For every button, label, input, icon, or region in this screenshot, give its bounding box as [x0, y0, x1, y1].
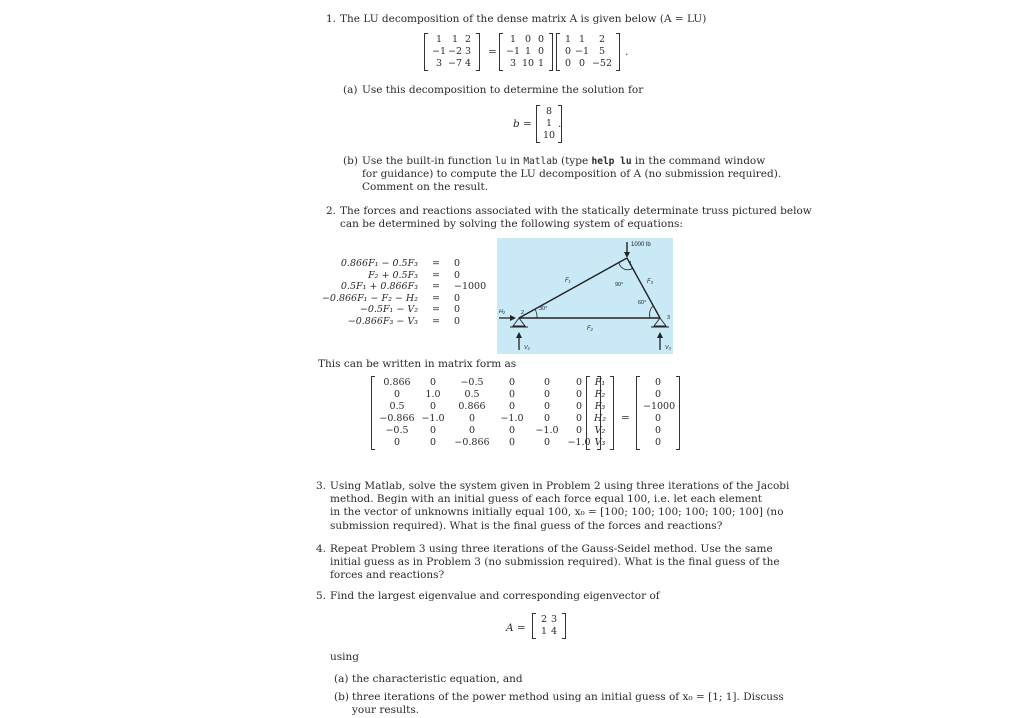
coefficient-matrix-cell: 0	[543, 401, 551, 412]
h2-label: H₂	[499, 309, 506, 315]
matrix-l-cell: 1	[524, 46, 532, 57]
matrix-l-cell: 0	[537, 46, 545, 57]
matrix-l-cell: 1	[537, 58, 545, 69]
eigen-matrix-cell: 4	[550, 626, 558, 637]
matrix-a-cell: −1	[431, 46, 446, 57]
f1-label: F₁	[565, 278, 571, 284]
matrix-l-cell: 0	[524, 34, 532, 45]
matrix-u-cell: −1	[574, 46, 589, 57]
problem-5-statement: Find the largest eigenvalue and corresponding eigenvector of	[330, 590, 660, 602]
coefficient-matrix-cell: 0	[393, 437, 401, 448]
node-2-label: 2	[521, 310, 525, 316]
problem-1-number: 1.	[326, 13, 337, 25]
part-b-line-3: Comment on the result.	[362, 181, 489, 193]
rhs-vector-cell: 0	[654, 389, 662, 400]
equation-lhs: −0.866F₃ − V₃	[347, 316, 418, 327]
coefficient-matrix-cell: −0.5	[385, 425, 409, 436]
paragraph-line: Repeat Problem 3 using three iterations of the Gauss-Seidel method. Use the same	[330, 543, 773, 555]
matrix-u-cell: 2	[598, 34, 606, 45]
matrix-a-cell: 3	[435, 58, 443, 69]
paragraph-line: Using Matlab, solve the system given in Problem 2 using three iterations of the Jacobi	[330, 480, 790, 492]
equation-lhs: 0.5F₁ + 0.866F₃	[340, 281, 418, 293]
equation-rhs: 0	[454, 258, 461, 269]
eigen-matrix-cell: 2	[540, 614, 548, 625]
coefficient-matrix-cell: 0	[508, 401, 516, 412]
matrix-l	[499, 33, 553, 71]
rhs-vector-cell: 0	[654, 377, 662, 388]
b-vector-name: b =	[513, 118, 532, 130]
v2-label: V₂	[524, 345, 530, 351]
matrix-u	[556, 33, 620, 71]
using-label: using	[330, 651, 359, 663]
matrix-l-cell: 0	[537, 34, 545, 45]
paragraph-line: in the vector of unknowns initially equal 100, x₀ = [100; 100; 100; 100; 100; 100] (no	[330, 506, 784, 519]
rhs-vector-cell: −1000	[643, 401, 676, 412]
angle-90-label: 90°	[615, 282, 624, 288]
problem-2-line-1: The forces and reactions associated with the statically determinate truss pictured below	[340, 205, 812, 217]
equation-rhs: −1000	[454, 281, 487, 293]
unknown-vector-cell: H₂	[593, 413, 607, 424]
part-b-label: (b)	[343, 155, 358, 167]
coefficient-matrix-cell: −0.866	[379, 413, 415, 424]
equation-rhs: 0	[454, 304, 461, 316]
part-b-line-2: for guidance) to compute the LU decomposition of A (no submission required).	[362, 168, 782, 180]
matrix-a-cell: 1	[435, 34, 443, 45]
coefficient-matrix-cell: 0	[508, 437, 516, 448]
equation-row	[310, 258, 504, 269]
equation-lhs: F₂ + 0.5F₃	[368, 269, 418, 281]
matrix-u-cell: 5	[598, 46, 606, 57]
equals-sign: =	[621, 412, 630, 424]
coefficient-matrix-cell: 0	[468, 413, 476, 424]
part-a-text: Use this decomposition to determine the solution for	[362, 84, 644, 96]
coefficient-matrix	[371, 376, 601, 450]
matrix-l-cell: 3	[509, 58, 517, 69]
unknown-vector-cell: F₂	[594, 389, 606, 400]
coefficient-matrix-cell: −1.0	[535, 425, 559, 436]
problem-2-number: 2.	[326, 205, 337, 217]
problem-1-statement: The LU decomposition of the dense matrix A is given below (A = LU)	[340, 13, 707, 25]
coefficient-matrix-cell: 0	[575, 401, 583, 412]
part-b-line-1: three iterations of the power method using an initial guess of x₀ = [1; 1]. Discuss	[352, 691, 784, 703]
b-vector-cell: 10	[543, 130, 556, 141]
matrix-u-cell: 0	[564, 58, 572, 69]
matrix-u-cell: 0	[564, 46, 572, 57]
coefficient-matrix-cell: 0.866	[383, 377, 411, 388]
equation-rhs: 0	[454, 292, 461, 304]
equation-equals: =	[432, 304, 440, 316]
equation-lhs: −0.866F₁ − F₂ − H₂	[321, 292, 418, 304]
paragraph-line: submission required). What is the final guess of the forces and reactions?	[330, 519, 723, 532]
part-b-line-2: your results.	[352, 704, 420, 716]
unknown-vector-cell: V₃	[594, 437, 606, 448]
matrix-a-cell: 3	[464, 46, 472, 57]
eigen-matrix-cell: 3	[550, 614, 558, 625]
rhs-vector-cell: 0	[654, 413, 662, 424]
equation-row	[310, 304, 504, 315]
equation-equals: =	[432, 292, 440, 304]
problem-2-line-2: can be determined by solving the following system of equations:	[340, 218, 683, 230]
equation-rhs: 0	[454, 269, 461, 281]
coefficient-matrix-cell: 0	[575, 413, 583, 424]
eigen-matrix	[532, 613, 566, 639]
matrix-a-cell: 2	[464, 34, 472, 45]
coefficient-matrix-cell: 0	[429, 437, 437, 448]
coefficient-matrix-cell: −1.0	[500, 413, 524, 424]
rhs-vector	[636, 376, 680, 450]
coefficient-matrix-cell: 0	[543, 377, 551, 388]
coefficient-matrix-cell: 0	[429, 425, 437, 436]
matrix-u-cell: 1	[564, 34, 572, 45]
unknown-vector-cell: V₂	[594, 425, 606, 436]
equation-rhs: 0	[454, 316, 461, 327]
matrix-u-cell: −52	[591, 58, 613, 69]
coefficient-matrix-cell: 0	[575, 389, 583, 400]
matrix-l-cell: 1	[509, 34, 517, 45]
equation-lhs: 0.866F₁ − 0.5F₃	[340, 258, 418, 269]
angle-60-label: 60°	[638, 300, 647, 306]
coefficient-matrix-cell: 0	[575, 425, 583, 436]
node-1-label: 1	[629, 261, 633, 267]
f2-label: F₂	[587, 326, 593, 332]
period: .	[625, 46, 629, 58]
part-a-label: (a)	[343, 84, 358, 96]
rhs-vector-cell: 0	[654, 437, 662, 448]
matrix-u-cell: 0	[578, 58, 586, 69]
eigen-matrix-cell: 1	[540, 626, 548, 637]
matrix-a	[424, 33, 480, 71]
coefficient-matrix-cell: −1.0	[567, 437, 591, 448]
b-vector-cell: 8	[545, 106, 553, 117]
coefficient-matrix-cell: −0.5	[460, 377, 484, 388]
coefficient-matrix-cell: 0	[508, 377, 516, 388]
matrix-a-cell: 1	[451, 34, 459, 45]
angle-30-label: 30°	[539, 306, 548, 312]
equation-row	[310, 270, 504, 281]
matrix-a-cell: 4	[464, 58, 472, 69]
part-b-label: (b)	[334, 691, 349, 703]
coefficient-matrix-cell: 0	[575, 377, 583, 388]
equation-equals: =	[432, 269, 440, 281]
part-a-text: the characteristic equation, and	[352, 673, 523, 685]
coefficient-matrix-cell: 0	[393, 389, 401, 400]
matrix-u-cell: 1	[578, 34, 586, 45]
matrix-l-cell: −1	[506, 46, 521, 57]
coefficient-matrix-cell: −0.866	[454, 437, 490, 448]
matrix-l-cell: 10	[521, 58, 535, 69]
load-label: 1000 lb	[631, 242, 651, 248]
unknown-vector-cell: F₁	[594, 377, 606, 388]
b-vector-cell: 1	[545, 118, 553, 129]
coefficient-matrix-cell: −1.0	[421, 413, 445, 424]
coefficient-matrix-cell: 0	[543, 437, 551, 448]
coefficient-matrix-cell: 0.5	[464, 389, 480, 400]
paragraph-line: forces and reactions?	[330, 569, 445, 582]
coefficient-matrix-cell: 0	[543, 413, 551, 424]
coefficient-matrix-cell: 0.866	[458, 401, 486, 412]
unknown-vector	[586, 376, 614, 450]
v3-label: V₃	[665, 345, 671, 351]
diagram-background	[497, 238, 673, 354]
matrix-a-cell: −7	[447, 58, 462, 69]
problem-5-number: 5.	[316, 590, 327, 602]
node-3-label: 3	[667, 315, 671, 321]
coefficient-matrix-cell: 0.5	[389, 401, 405, 412]
coefficient-matrix-cell: 0	[543, 389, 551, 400]
truss-diagram	[497, 238, 673, 354]
matrix-form-intro: This can be written in matrix form as	[318, 358, 517, 370]
period: .	[558, 118, 562, 130]
equation-equals: =	[432, 258, 440, 269]
coefficient-matrix-cell: 1.0	[425, 389, 441, 400]
a-matrix-name: A =	[506, 622, 526, 634]
equals-sign: =	[488, 46, 497, 58]
rhs-vector-cell: 0	[654, 425, 662, 436]
coefficient-matrix-cell: 0	[468, 425, 476, 436]
equation-equals: =	[432, 316, 440, 327]
coefficient-matrix-cell: 0	[508, 425, 516, 436]
equation-row	[310, 293, 504, 304]
matrix-a-cell: −2	[447, 46, 462, 57]
part-a-label: (a)	[334, 673, 349, 685]
equation-row	[310, 316, 504, 327]
problem-3-number: 3.	[316, 480, 327, 492]
unknown-vector-cell: F₃	[594, 401, 606, 412]
paragraph-line: method. Begin with an initial guess of each force equal 100, i.e. let each element	[330, 493, 762, 506]
coefficient-matrix-cell: 0	[429, 401, 437, 412]
problem-4-number: 4.	[316, 543, 327, 555]
coefficient-matrix-cell: 0	[429, 377, 437, 388]
part-b-line-1: Use the built-in function lu in Matlab (type help lu in the command window	[362, 155, 766, 167]
equation-row	[310, 281, 504, 292]
f3-label: F₃	[647, 279, 654, 285]
paragraph-line: initial guess as in Problem 3 (no submission required). What is the final guess of the	[330, 556, 780, 569]
coefficient-matrix-cell: 0	[508, 389, 516, 400]
equation-equals: =	[432, 281, 440, 293]
equation-lhs: −0.5F₁ − V₂	[359, 304, 418, 316]
